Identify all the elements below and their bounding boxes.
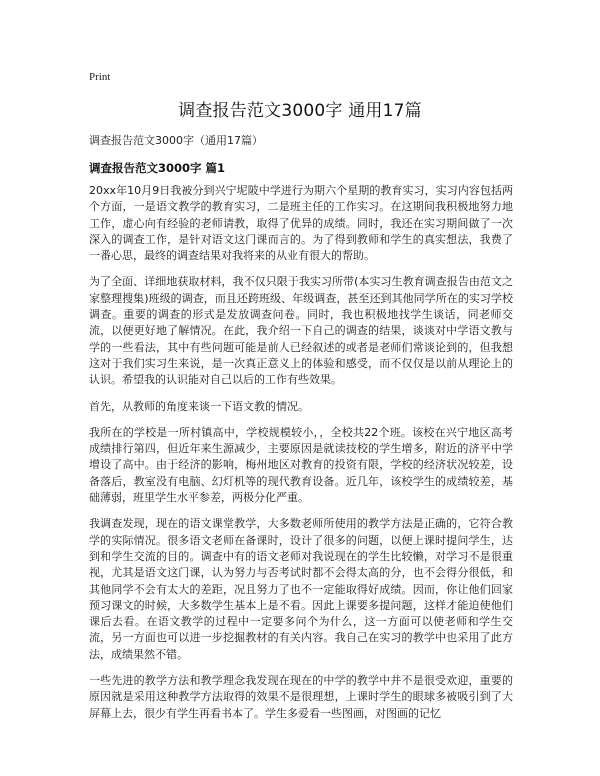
paragraph-2: 为了全面、详细地获取材料，我不仅只限于我实习所带(本实习生教育调查报告由范文之家整理搜集)班级的调查，而且还跨班级、年级调查，甚至还到其他同学所在的实习学校调查。重要的调查的形式是发放调查问卷。同时，我也积极地找学生谈话，同老师交流，以便更好地了解情况。在此，我介绍一下自己的调查的结果，谈谈对中学语文教与学的一些看法，其中有些问题可能是前人已经叙述的或者是老师们常谈论到的，但我想这对于我们实习生来说，是一次真正意义上的体验和感受，而不仅仅是以前从理论上的认识。希望我的认识能对自己以后的工作有些效果。 xyxy=(89,275,513,387)
paragraph-6: 一些先进的教学方法和教学理念我发现在现在的中学的教学中并不是很受欢迎，重要的原因就是采用这种教学方法取得的效果不是很理想，上课时学生的眼球多被吸引到了大屏幕上去，很少有学生再看书本了。学生多爱看一些图画，对图画的记忆 xyxy=(89,674,513,720)
paragraph-5: 我调查发现，现在的语文课堂教学，大多数老师所使用的教学方法是正确的，它符合教学的实际情况。很多语文老师在备课时，设计了很多的问题，以便上课时提问学生，达到和学生交流的目的。调查中有的语文老师对我说现在的学生比较懒，对学习不是很重视，尤其是语文这门课，认为努力与否考试时都不会得太高的分，也不会得分很低，和其他同学不会有太大的差距，况且努力了也不一定能取得好成绩。因而，你让他们回家预习课文的时候，大多数学生基本上是不看。因此上课要多提问题，这样才能迫使他们课后去看。在语文教学的过程中一定要多问个为什么，这一方面可以使老师和学生交流，另一方面也可以进一步挖掘教材的有关内容。我自己在实习的教学中也采用了此方法，成绩果然不错。 xyxy=(89,517,513,661)
paragraph-4: 我所在的学校是一所村镇高中，学校规模较小，，全校共22个班。该校在兴宁地区高考成绩排行第四，但近年来生源减少，主要原因是就读技校的学生增多，附近的济平中学增设了高中。由于经济的影响，梅州地区对教育的投资有限，学校的经济状况较差，设备落后，教室没有电脑、幻灯机等的现代教育设备。近几年，该校学生的成绩较差，基础薄弱，班里学生水平参差，两极分化严重。 xyxy=(89,425,513,505)
document-title: 调查报告范文3000字 通用17篇 xyxy=(178,101,422,121)
document-subtitle: 调查报告范文3000字（通用17篇） xyxy=(89,134,263,147)
paragraph-1: 20xx年10月9日我被分到兴宁坭陂中学进行为期六个星期的教育实习，实习内容包括两个方面，一是语文教学的教育实习，二是班主任的工作实习。在这期间我积极地努力地工作，虚心向有经验的老师请教，取得了优异的成绩。同时，我还在实习期间做了一次深入的调查工作，是针对语文这门课而言的。为了得到教师和学生的真实想法，我费了一番心思，最终的调查结果对我将来的从业有很大的帮助。 xyxy=(89,184,513,263)
paragraph-3: 首先，从教师的角度来谈一下语文教的情况。 xyxy=(89,399,309,413)
print-label[interactable]: Print xyxy=(89,71,111,83)
section-heading: 调查报告范文3000字 篇1 xyxy=(89,161,226,175)
document-body xyxy=(89,183,513,732)
